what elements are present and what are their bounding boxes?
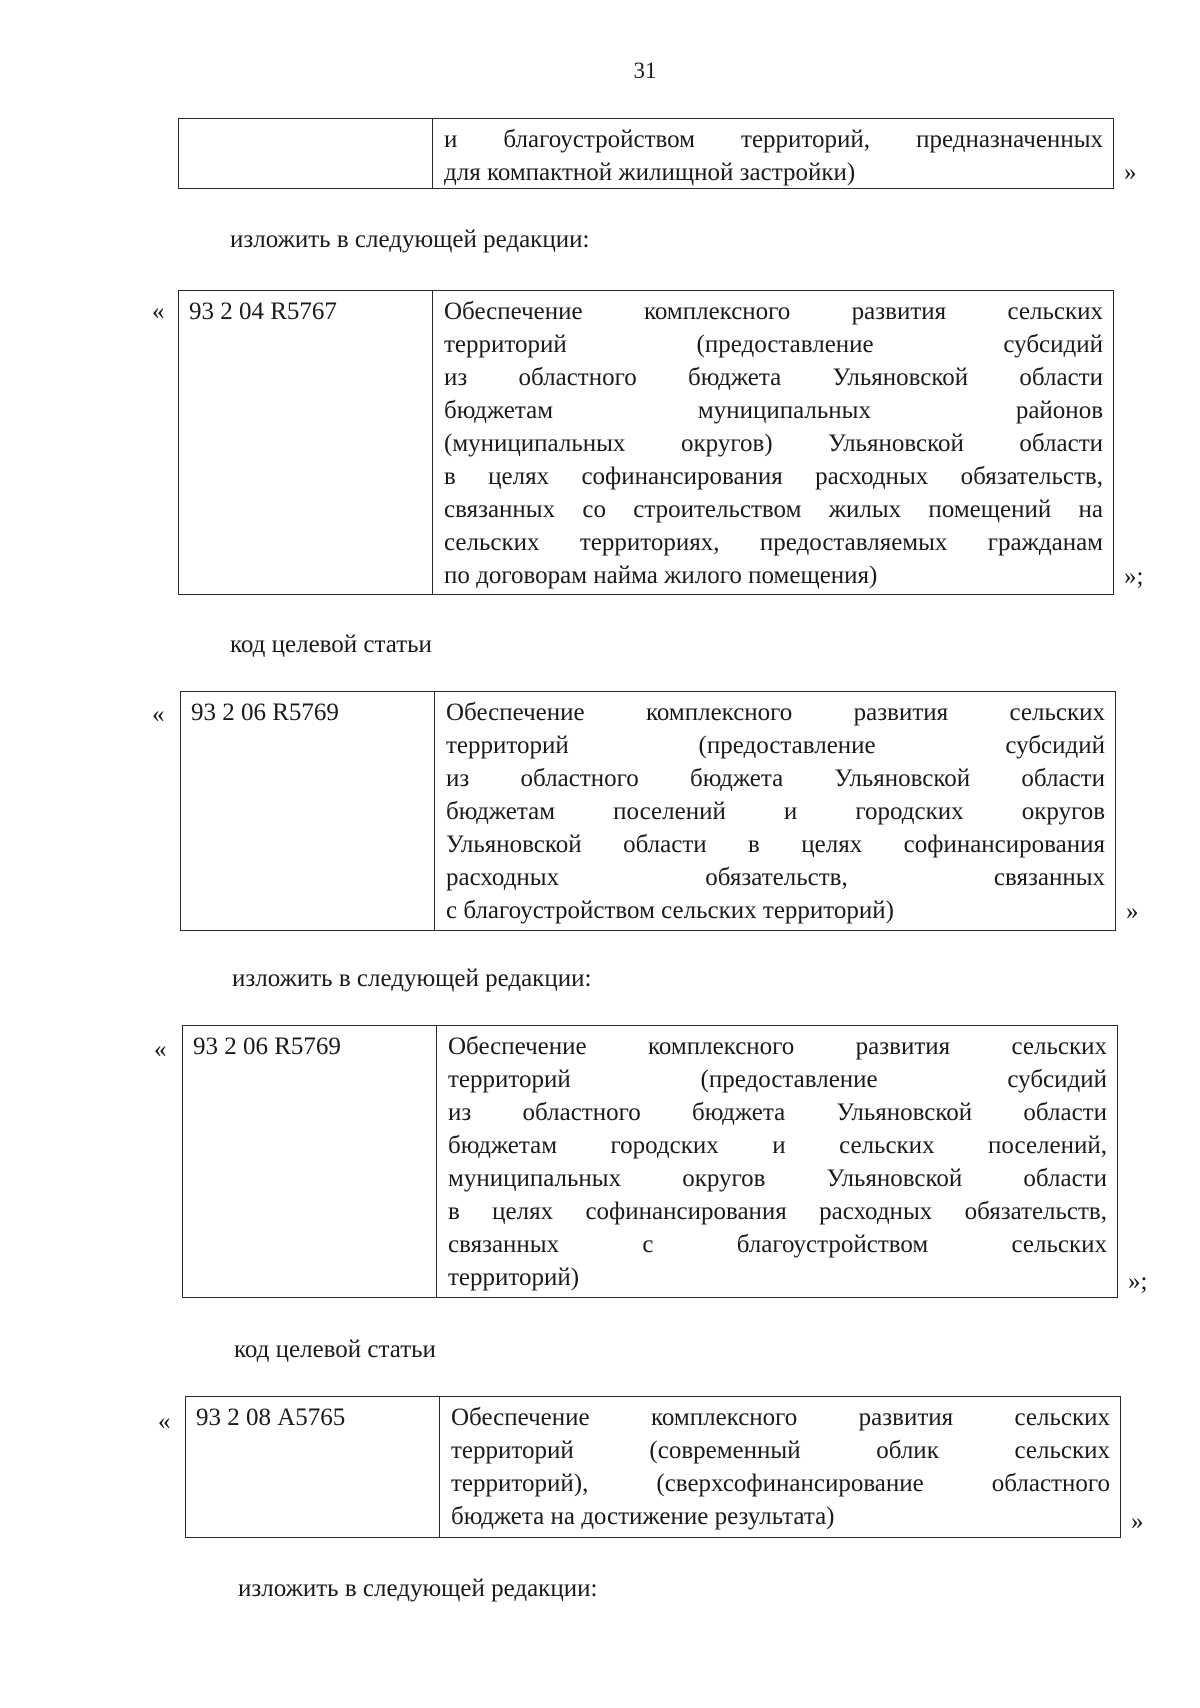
description-line: Обеспечение комплексного развития сельских bbox=[444, 298, 1103, 325]
closing-quote: » bbox=[1126, 898, 1139, 925]
description-line: Обеспечение комплексного развития сельских bbox=[448, 1033, 1107, 1060]
instruction-text: изложить в следующей редакции: bbox=[238, 1575, 598, 1602]
description-line: территорий), (сверхсофинансирование областного bbox=[451, 1470, 1110, 1497]
table-target-article-93-2-04-R5767 bbox=[178, 290, 1114, 595]
description-line: бюджетам муниципальных районов bbox=[444, 397, 1103, 424]
opening-quote: « bbox=[152, 701, 165, 728]
description-line: расходных обязательств, связанных bbox=[446, 864, 1105, 891]
description-line: с благоустройством сельских территорий) bbox=[446, 897, 894, 924]
description-line: (муниципальных округов) Ульяновской области bbox=[444, 430, 1103, 457]
description-line: территорий (предоставление субсидий bbox=[444, 331, 1103, 358]
code-cell bbox=[179, 119, 433, 188]
description-line: бюджетам городских и сельских поселений, bbox=[448, 1132, 1107, 1159]
description-line: территорий (современный облик сельских bbox=[451, 1437, 1110, 1464]
closing-quote: » bbox=[1124, 159, 1137, 186]
code-cell: 93 2 08 А5765 bbox=[186, 1397, 440, 1537]
description-cell bbox=[433, 291, 1113, 594]
closing-quote: »; bbox=[1128, 1268, 1148, 1295]
description-line: муниципальных округов Ульяновской области bbox=[448, 1165, 1107, 1192]
description-cell bbox=[440, 1397, 1120, 1537]
description-cell bbox=[437, 1026, 1117, 1297]
description-line: из областного бюджета Ульяновской области bbox=[448, 1099, 1107, 1126]
description-cell bbox=[435, 692, 1115, 930]
opening-quote: « bbox=[152, 298, 165, 325]
description-cell bbox=[433, 119, 1113, 188]
table-target-article-93-2-08-A5765 bbox=[185, 1396, 1121, 1538]
section-heading-text: код целевой статьи bbox=[234, 1336, 436, 1363]
code-cell: 93 2 04 R5767 bbox=[179, 291, 433, 594]
description-line: в целях софинансирования расходных обязательств, bbox=[448, 1198, 1107, 1225]
description-line: территорий (предоставление субсидий bbox=[446, 732, 1105, 759]
description-line: по договорам найма жилого помещения) bbox=[444, 562, 878, 589]
code-cell: 93 2 06 R5769 bbox=[183, 1026, 437, 1297]
description-line: для компактной жилищной застройки) bbox=[444, 159, 856, 186]
description-line: и благоустройством территорий, предназначенных bbox=[444, 126, 1103, 153]
description-line: Обеспечение комплексного развития сельских bbox=[451, 1404, 1110, 1431]
section-heading-text: код целевой статьи bbox=[230, 631, 432, 658]
description-line: бюджета на достижение результата) bbox=[451, 1503, 835, 1530]
instruction-text: изложить в следующей редакции: bbox=[230, 226, 590, 253]
instruction-text: изложить в следующей редакции: bbox=[232, 965, 592, 992]
page-number: 31 bbox=[633, 58, 657, 83]
code-cell: 93 2 06 R5769 bbox=[181, 692, 435, 930]
description-line: территорий (предоставление субсидий bbox=[448, 1066, 1107, 1093]
description-line: сельских территориях, предоставляемых гражданам bbox=[444, 529, 1103, 556]
description-line: Ульяновской области в целях софинансирования bbox=[446, 831, 1105, 858]
table-target-article-93-2-06-R5769-new bbox=[182, 1025, 1118, 1298]
description-line: Обеспечение комплексного развития сельских bbox=[446, 699, 1105, 726]
opening-quote: « bbox=[158, 1408, 171, 1435]
description-line: из областного бюджета Ульяновской области bbox=[446, 765, 1105, 792]
opening-quote: « bbox=[154, 1036, 167, 1063]
description-line: в целях софинансирования расходных обязательств, bbox=[444, 463, 1103, 490]
description-line: бюджетам поселений и городских округов bbox=[446, 798, 1105, 825]
description-line: из областного бюджета Ульяновской области bbox=[444, 364, 1103, 391]
description-line: связанных со строительством жилых помещений на bbox=[444, 496, 1103, 523]
table-continuation bbox=[178, 118, 1114, 189]
description-line: связанных с благоустройством сельских bbox=[448, 1231, 1107, 1258]
table-target-article-93-2-06-R5769-old bbox=[180, 691, 1116, 931]
closing-quote: »; bbox=[1124, 563, 1144, 590]
description-line: территорий) bbox=[448, 1264, 580, 1291]
closing-quote: » bbox=[1131, 1508, 1144, 1535]
